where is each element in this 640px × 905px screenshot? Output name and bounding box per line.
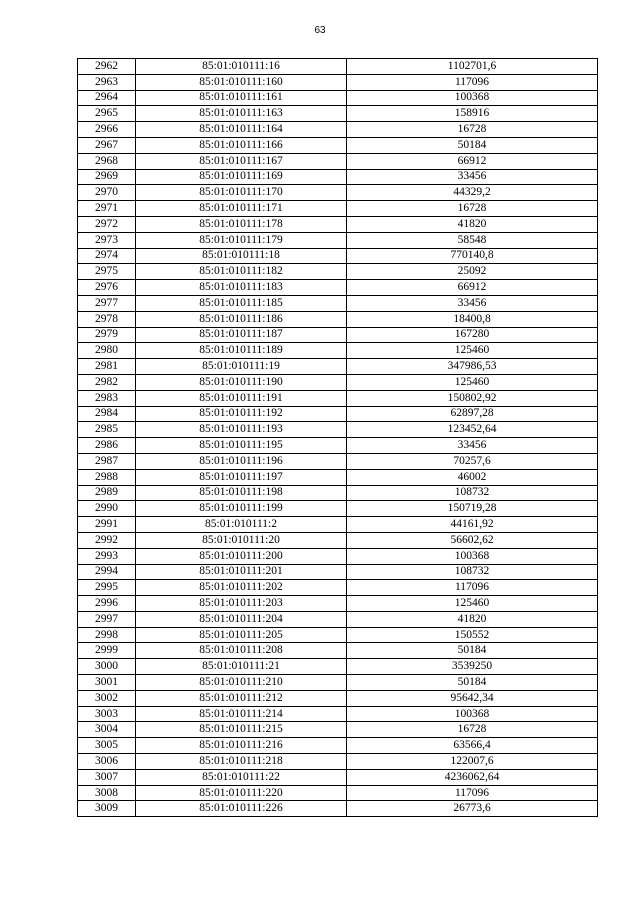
cadastral-number-cell: 85:01:010111:216 (136, 738, 347, 754)
table-row (78, 690, 598, 706)
table-row (78, 295, 598, 311)
table-row (78, 801, 598, 817)
row-number-cell: 2996 (78, 596, 136, 612)
cadastral-number-cell: 85:01:010111:178 (136, 216, 347, 232)
cadastral-number-cell: 85:01:010111:16 (136, 59, 347, 75)
value-cell: 4236062,64 (347, 769, 598, 785)
value-cell: 100368 (347, 548, 598, 564)
value-cell: 100368 (347, 706, 598, 722)
value-cell: 50184 (347, 643, 598, 659)
cadastral-number-cell: 85:01:010111:164 (136, 122, 347, 138)
cadastral-number-cell: 85:01:010111:21 (136, 659, 347, 675)
value-cell: 18400,8 (347, 311, 598, 327)
row-number-cell: 3004 (78, 722, 136, 738)
row-number-cell: 3005 (78, 738, 136, 754)
cadastral-number-cell: 85:01:010111:195 (136, 438, 347, 454)
row-number-cell: 2976 (78, 280, 136, 296)
row-number-cell: 3001 (78, 675, 136, 691)
table-row (78, 248, 598, 264)
cadastral-number-cell: 85:01:010111:218 (136, 754, 347, 770)
cadastral-number-cell: 85:01:010111:212 (136, 690, 347, 706)
value-cell: 50184 (347, 137, 598, 153)
cadastral-number-cell: 85:01:010111:191 (136, 390, 347, 406)
table-row (78, 754, 598, 770)
table-row (78, 422, 598, 438)
value-cell: 1102701,6 (347, 59, 598, 75)
value-cell: 16728 (347, 122, 598, 138)
cadastral-number-cell: 85:01:010111:203 (136, 596, 347, 612)
table-row (78, 327, 598, 343)
row-number-cell: 2967 (78, 137, 136, 153)
value-cell: 150552 (347, 627, 598, 643)
data-table (77, 58, 598, 817)
value-cell: 100368 (347, 90, 598, 106)
row-number-cell: 2990 (78, 501, 136, 517)
row-number-cell: 2989 (78, 485, 136, 501)
row-number-cell: 2984 (78, 406, 136, 422)
value-cell: 41820 (347, 216, 598, 232)
table-row (78, 406, 598, 422)
row-number-cell: 2983 (78, 390, 136, 406)
value-cell: 63566,4 (347, 738, 598, 754)
cadastral-number-cell: 85:01:010111:202 (136, 580, 347, 596)
cadastral-number-cell: 85:01:010111:19 (136, 359, 347, 375)
cadastral-number-cell: 85:01:010111:189 (136, 343, 347, 359)
row-number-cell: 3002 (78, 690, 136, 706)
table-row (78, 596, 598, 612)
cadastral-number-cell: 85:01:010111:190 (136, 374, 347, 390)
cadastral-number-cell: 85:01:010111:208 (136, 643, 347, 659)
cadastral-number-cell: 85:01:010111:192 (136, 406, 347, 422)
cadastral-number-cell: 85:01:010111:166 (136, 137, 347, 153)
value-cell: 123452,64 (347, 422, 598, 438)
cadastral-number-cell: 85:01:010111:204 (136, 611, 347, 627)
row-number-cell: 2968 (78, 153, 136, 169)
row-number-cell: 2974 (78, 248, 136, 264)
table-row (78, 153, 598, 169)
table-row (78, 90, 598, 106)
value-cell: 16728 (347, 201, 598, 217)
table-row (78, 659, 598, 675)
cadastral-number-cell: 85:01:010111:214 (136, 706, 347, 722)
value-cell: 125460 (347, 374, 598, 390)
row-number-cell: 2977 (78, 295, 136, 311)
cadastral-number-cell: 85:01:010111:171 (136, 201, 347, 217)
cadastral-number-cell: 85:01:010111:187 (136, 327, 347, 343)
value-cell: 33456 (347, 295, 598, 311)
cadastral-number-cell: 85:01:010111:193 (136, 422, 347, 438)
value-cell: 62897,28 (347, 406, 598, 422)
row-number-cell: 2998 (78, 627, 136, 643)
value-cell: 44329,2 (347, 185, 598, 201)
cadastral-number-cell: 85:01:010111:18 (136, 248, 347, 264)
table-row (78, 390, 598, 406)
value-cell: 117096 (347, 785, 598, 801)
cadastral-number-cell: 85:01:010111:198 (136, 485, 347, 501)
value-cell: 25092 (347, 264, 598, 280)
table-row (78, 738, 598, 754)
value-cell: 33456 (347, 438, 598, 454)
row-number-cell: 2988 (78, 469, 136, 485)
table-row (78, 453, 598, 469)
table-row (78, 517, 598, 533)
value-cell: 41820 (347, 611, 598, 627)
table-body (78, 59, 598, 817)
value-cell: 50184 (347, 675, 598, 691)
value-cell: 117096 (347, 580, 598, 596)
row-number-cell: 2994 (78, 564, 136, 580)
table-row (78, 627, 598, 643)
row-number-cell: 2970 (78, 185, 136, 201)
table-row (78, 359, 598, 375)
row-number-cell: 2995 (78, 580, 136, 596)
cadastral-number-cell: 85:01:010111:199 (136, 501, 347, 517)
table-row (78, 469, 598, 485)
value-cell: 150802,92 (347, 390, 598, 406)
value-cell: 167280 (347, 327, 598, 343)
row-number-cell: 2969 (78, 169, 136, 185)
row-number-cell: 2966 (78, 122, 136, 138)
row-number-cell: 2985 (78, 422, 136, 438)
table-row (78, 501, 598, 517)
value-cell: 117096 (347, 74, 598, 90)
table-row (78, 137, 598, 153)
row-number-cell: 2963 (78, 74, 136, 90)
value-cell: 44161,92 (347, 517, 598, 533)
row-number-cell: 2964 (78, 90, 136, 106)
table-row (78, 185, 598, 201)
row-number-cell: 2962 (78, 59, 136, 75)
cadastral-number-cell: 85:01:010111:205 (136, 627, 347, 643)
table-row (78, 343, 598, 359)
row-number-cell: 3006 (78, 754, 136, 770)
row-number-cell: 2972 (78, 216, 136, 232)
cadastral-number-cell: 85:01:010111:179 (136, 232, 347, 248)
row-number-cell: 2999 (78, 643, 136, 659)
table-row (78, 722, 598, 738)
page-number: 63 (314, 25, 326, 36)
value-cell: 347986,53 (347, 359, 598, 375)
table-row (78, 106, 598, 122)
value-cell: 66912 (347, 153, 598, 169)
cadastral-number-cell: 85:01:010111:196 (136, 453, 347, 469)
cadastral-number-cell: 85:01:010111:200 (136, 548, 347, 564)
table-row (78, 201, 598, 217)
row-number-cell: 3003 (78, 706, 136, 722)
value-cell: 150719,28 (347, 501, 598, 517)
table-row (78, 438, 598, 454)
value-cell: 122007,6 (347, 754, 598, 770)
row-number-cell: 2991 (78, 517, 136, 533)
value-cell: 46002 (347, 469, 598, 485)
table-row (78, 769, 598, 785)
value-cell: 108732 (347, 485, 598, 501)
value-cell: 58548 (347, 232, 598, 248)
table-row (78, 675, 598, 691)
row-number-cell: 2997 (78, 611, 136, 627)
cadastral-number-cell: 85:01:010111:201 (136, 564, 347, 580)
value-cell: 16728 (347, 722, 598, 738)
row-number-cell: 2973 (78, 232, 136, 248)
value-cell: 56602,62 (347, 532, 598, 548)
cadastral-number-cell: 85:01:010111:167 (136, 153, 347, 169)
row-number-cell: 2979 (78, 327, 136, 343)
row-number-cell: 3008 (78, 785, 136, 801)
value-cell: 66912 (347, 280, 598, 296)
table-row (78, 580, 598, 596)
cadastral-number-cell: 85:01:010111:220 (136, 785, 347, 801)
value-cell: 3539250 (347, 659, 598, 675)
cadastral-number-cell: 85:01:010111:185 (136, 295, 347, 311)
value-cell: 770140,8 (347, 248, 598, 264)
table-row (78, 169, 598, 185)
cadastral-number-cell: 85:01:010111:2 (136, 517, 347, 533)
cadastral-number-cell: 85:01:010111:186 (136, 311, 347, 327)
table-row (78, 564, 598, 580)
table-row (78, 643, 598, 659)
table-row (78, 374, 598, 390)
cadastral-number-cell: 85:01:010111:22 (136, 769, 347, 785)
cadastral-number-cell: 85:01:010111:197 (136, 469, 347, 485)
table-row (78, 611, 598, 627)
cadastral-number-cell: 85:01:010111:182 (136, 264, 347, 280)
row-number-cell: 2992 (78, 532, 136, 548)
row-number-cell: 2971 (78, 201, 136, 217)
value-cell: 33456 (347, 169, 598, 185)
row-number-cell: 2975 (78, 264, 136, 280)
value-cell: 125460 (347, 596, 598, 612)
value-cell: 108732 (347, 564, 598, 580)
row-number-cell: 2965 (78, 106, 136, 122)
cadastral-number-cell: 85:01:010111:226 (136, 801, 347, 817)
value-cell: 70257,6 (347, 453, 598, 469)
table-row (78, 280, 598, 296)
cadastral-number-cell: 85:01:010111:20 (136, 532, 347, 548)
cadastral-number-cell: 85:01:010111:160 (136, 74, 347, 90)
table-row (78, 264, 598, 280)
cadastral-number-cell: 85:01:010111:183 (136, 280, 347, 296)
value-cell: 95642,34 (347, 690, 598, 706)
row-number-cell: 3009 (78, 801, 136, 817)
table-row (78, 216, 598, 232)
cadastral-number-cell: 85:01:010111:170 (136, 185, 347, 201)
cadastral-number-cell: 85:01:010111:163 (136, 106, 347, 122)
table-row (78, 232, 598, 248)
row-number-cell: 2978 (78, 311, 136, 327)
table-row (78, 706, 598, 722)
row-number-cell: 2993 (78, 548, 136, 564)
cadastral-number-cell: 85:01:010111:169 (136, 169, 347, 185)
table-row (78, 74, 598, 90)
row-number-cell: 2986 (78, 438, 136, 454)
table-row (78, 59, 598, 75)
row-number-cell: 2987 (78, 453, 136, 469)
value-cell: 125460 (347, 343, 598, 359)
value-cell: 26773,6 (347, 801, 598, 817)
table-row (78, 785, 598, 801)
table-row (78, 311, 598, 327)
table-row (78, 485, 598, 501)
row-number-cell: 2981 (78, 359, 136, 375)
cadastral-number-cell: 85:01:010111:161 (136, 90, 347, 106)
row-number-cell: 3000 (78, 659, 136, 675)
value-cell: 158916 (347, 106, 598, 122)
cadastral-number-cell: 85:01:010111:210 (136, 675, 347, 691)
table-row (78, 548, 598, 564)
row-number-cell: 3007 (78, 769, 136, 785)
row-number-cell: 2982 (78, 374, 136, 390)
cadastral-number-cell: 85:01:010111:215 (136, 722, 347, 738)
table-row (78, 122, 598, 138)
table-row (78, 532, 598, 548)
row-number-cell: 2980 (78, 343, 136, 359)
